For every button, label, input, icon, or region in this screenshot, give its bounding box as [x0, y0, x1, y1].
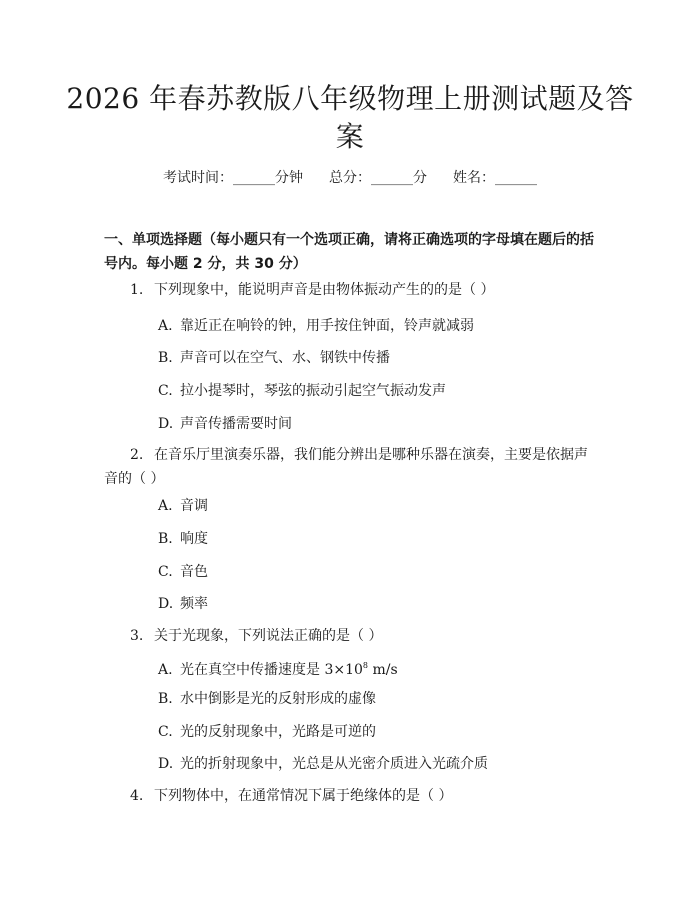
question-stem: 在音乐厅里演奏乐器，我们能分辨出是哪种乐器在演奏，主要是依据声音的（ ）	[104, 447, 588, 487]
question-4	[104, 784, 598, 808]
option-text: 音调	[180, 498, 208, 514]
student-name-field: 姓名：______	[453, 170, 537, 186]
option-text: 响度	[180, 531, 208, 547]
option-text-pre: 光在真空中传播速度是 3×10	[180, 662, 363, 678]
question-2-option-c	[158, 562, 208, 582]
question-stem: 下列现象中，能说明声音是由物体振动产生的的是（ ）	[154, 282, 495, 298]
question-2-option-d	[158, 594, 208, 614]
option-letter: B.	[158, 531, 173, 547]
option-letter: D.	[158, 756, 174, 772]
option-letter: C.	[158, 564, 173, 580]
question-3-option-a	[158, 656, 398, 680]
option-letter: A.	[158, 318, 173, 334]
option-letter: A.	[158, 662, 173, 678]
question-3-option-b	[158, 689, 376, 709]
option-text: 光的折射现象中，光总是从光密介质进入光疏介质	[180, 756, 488, 772]
question-number: 4.	[130, 788, 144, 804]
question-3-option-d	[158, 754, 488, 774]
option-letter: D.	[158, 596, 174, 612]
question-3	[104, 624, 598, 648]
question-2-option-a	[158, 496, 208, 516]
option-letter: B.	[158, 691, 173, 707]
option-letter: B.	[158, 350, 173, 366]
option-text: 声音可以在空气、水、钢铁中传播	[180, 350, 390, 366]
question-number: 3.	[130, 628, 144, 644]
option-letter: D.	[158, 416, 174, 432]
option-letter: C.	[158, 724, 173, 740]
option-letter: C.	[158, 383, 173, 399]
option-text: 靠近正在响铃的钟，用手按住钟面，铃声就减弱	[180, 318, 474, 334]
option-text-post: m/s	[368, 662, 398, 678]
question-stem: 下列物体中，在通常情况下属于绝缘体的是（ ）	[154, 788, 453, 804]
option-text: 声音传播需要时间	[180, 416, 292, 432]
question-1-option-d	[158, 414, 292, 434]
option-text: 光的反射现象中，光路是可逆的	[180, 724, 376, 740]
question-1-option-b	[158, 348, 390, 368]
question-2	[104, 443, 598, 491]
option-exponent: 8	[362, 661, 368, 670]
question-1-option-c	[158, 381, 446, 401]
option-text: 水中倒影是光的反射形成的虚像	[180, 691, 376, 707]
option-text: 音色	[180, 564, 208, 580]
question-1-option-a	[158, 316, 474, 336]
section-heading-single-choice: 一、单项选择题（每小题只有一个选项正确，请将正确选项的字母填在题后的括号内。每小题 2 分，共 30 分）	[104, 232, 594, 272]
option-text: 频率	[180, 596, 208, 612]
question-3-option-c	[158, 722, 376, 742]
document-title: 2026 年春苏教版八年级物理上册测试题及答案	[66, 82, 634, 153]
question-number: 2.	[130, 447, 144, 463]
option-text: 拉小提琴时，琴弦的振动引起空气振动发声	[180, 383, 446, 399]
total-score-field: 总分：______分	[329, 170, 427, 186]
question-stem: 关于光现象，下列说法正确的是（ ）	[154, 628, 383, 644]
question-number: 1.	[130, 282, 144, 298]
question-1	[104, 278, 598, 302]
option-letter: A.	[158, 498, 173, 514]
question-2-option-b	[158, 529, 208, 549]
exam-time-field: 考试时间：______分钟	[163, 170, 303, 186]
exam-info-row	[0, 168, 700, 188]
